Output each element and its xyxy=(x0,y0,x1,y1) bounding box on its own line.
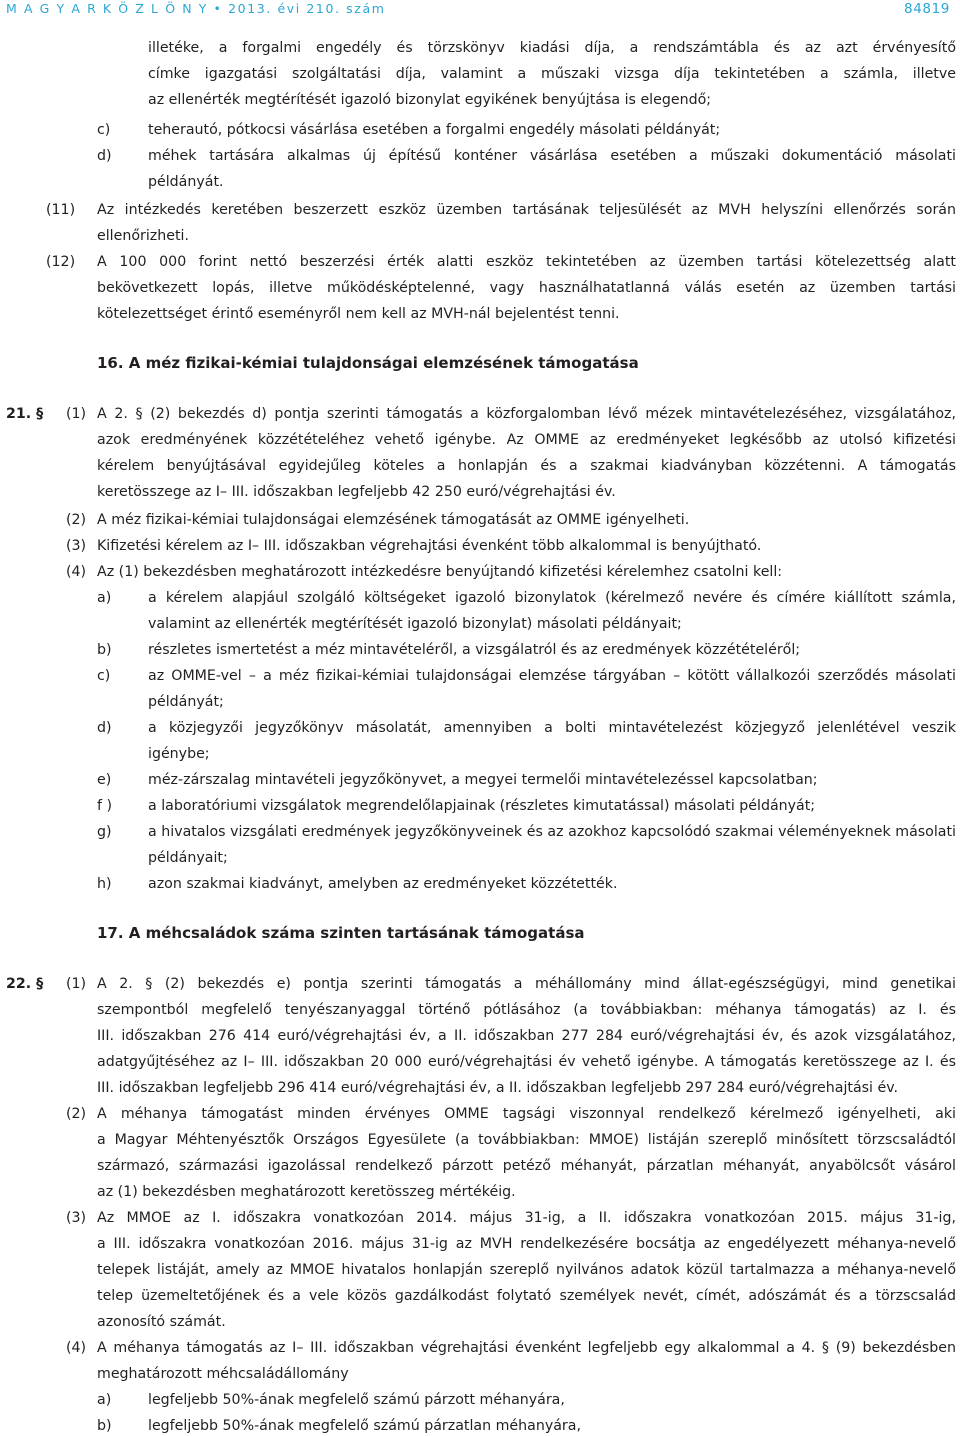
text-line: (3) xyxy=(66,538,87,554)
text-line: (1) xyxy=(66,976,87,992)
text-line: a hivatalos vizsgálati eredmények jegyzőkönyveinek és az azokhoz kapcsolódó szakmai véleményeknek másolati xyxy=(148,824,956,840)
text-line: b) xyxy=(97,642,112,658)
text-line: A méhanya támogatást minden érvényes OMME tagsági viszonnyal rendelkező kérelmező igényelheti, aki xyxy=(97,1106,956,1122)
text-line: Az (1) bekezdésben meghatározott intézkedésre benyújtandó kifizetési kérelemhez csatolni kell: xyxy=(97,564,783,580)
text-line: azok eredményének közzétételéhez vehető igénybe. Az OMME az eredményeket legkésőbb az utolsó kifizetési xyxy=(97,432,956,448)
text-line: Az MMOE az I. időszakra vonatkozóan 2014. május 31-ig, a II. időszakra vonatkozóan 2015. május 31-ig, xyxy=(97,1210,956,1226)
text-line: az ellenérték megtérítését igazoló bizonylat egyikének benyújtása is elegendő; xyxy=(148,92,712,108)
page-number: 84819 xyxy=(904,1,950,17)
text-line: (12) xyxy=(46,254,76,270)
text-line: c) xyxy=(97,668,111,684)
text-line: adatgyűjtéséhez az I– III. időszakban 20 000 euró/végrehajtási év vehető igénybe. A támogatás keretösszege az I. és xyxy=(97,1054,956,1070)
text-line: a kérelem alapjául szolgáló költségeket igazoló bizonylatok (kérelmező nevére és címére kiállított számla, xyxy=(148,590,956,606)
text-line: III. időszakban 276 414 euró/végrehajtási év, a II. időszakban 277 284 euró/végrehajtási év, és azok vizsgálatához, xyxy=(97,1028,956,1044)
text-line: A 100 000 forint nettó beszerzési érték alatti eszköz tekintetében az üzemben tartási kötelezettség alatt xyxy=(97,254,956,270)
paragraph-number: 22. § xyxy=(6,976,44,992)
text-line: c) xyxy=(97,122,111,138)
text-line: (2) xyxy=(66,512,87,528)
text-line: illetéke, a forgalmi engedély és törzskönyv kiadási díja, a rendszámtábla és az azt érvényesítő xyxy=(148,40,956,56)
text-line: A 2. § (2) bekezdés d) pontja szerinti támogatás a közforgalomban lévő mézek mintavételezéséhez, vizsgálatához, xyxy=(97,406,956,422)
text-line: keretösszege az I– III. időszakban legfeljebb 42 250 euró/végrehajtási év. xyxy=(97,484,616,500)
text-line: telep üzemeltetőjének és a vele közös gazdálkodást folytató személyek nevét, címét, adószámát és a törzscsalád xyxy=(97,1288,956,1304)
text-line: bekövetkezett lopás, illetve működésképtelenné, vagy használhatatlanná válás esetén az üzemben tartási xyxy=(97,280,956,296)
text-line: d) xyxy=(97,720,112,736)
text-line: a III. időszakra vonatkozóan 2016. május 31-ig az MVH rendelkezésére bocsátja az engedélyezett méhanya-nevelő xyxy=(97,1236,956,1252)
text-line: telepek listáját, amely az MMOE hivatalos honlapján szereplő nyilvános adatok közül tartalmazza a méhanya-nevelő xyxy=(97,1262,956,1278)
text-line: kötelezettséget érintő eseményről nem kell az MVH-nál bejelentést tenni. xyxy=(97,306,620,322)
text-line: a Magyar Méhtenyésztők Országos Egyesülete (a továbbiakban: MMOE) listáján szereplő minősített törzscsaládtól xyxy=(97,1132,956,1148)
text-line: szempontból megfelelő tenyészanyaggal történő pótlásához (a továbbiakban: méhanya támogatás) az I. és xyxy=(97,1002,956,1018)
text-line: e) xyxy=(97,772,112,788)
text-line: igénybe; xyxy=(148,746,210,762)
text-line: f ) xyxy=(97,798,113,814)
text-line: Az intézkedés keretében beszerzett eszköz üzemben tartásának teljesülését az MVH helyszíni ellenőrzés során xyxy=(97,202,956,218)
text-line: (4) xyxy=(66,1340,87,1356)
text-line: kérelem benyújtásával egyidejűleg köteles a honlapján és a szakmai kiadványban közzétenni. A támogatás xyxy=(97,458,956,474)
text-line: (11) xyxy=(46,202,76,218)
text-line: méz-zárszalag mintavételi jegyzőkönyvet, a megyei termelői mintavételezéssel kapcsolatban; xyxy=(148,772,818,788)
text-line: méhek tartására alkalmas új építésű konténer vásárlása esetében a műszaki dokumentáció másolati xyxy=(148,148,956,164)
text-line: az (1) bekezdésben meghatározott keretösszeg mértékéig. xyxy=(97,1184,516,1200)
text-line: példányát. xyxy=(148,174,224,190)
text-line: legfeljebb 50%-ának megfelelő számú párzatlan méhanyára, xyxy=(148,1418,581,1434)
text-line: d) xyxy=(97,148,112,164)
text-line: származó, származási igazolással rendelkező párzott petéző méhanyát, párzatlan méhanyát, anyabölcsőt vásárol xyxy=(97,1158,956,1174)
text-line: példányát; xyxy=(148,694,224,710)
text-line: azonosító számát. xyxy=(97,1314,226,1330)
text-line: a laboratóriumi vizsgálatok megrendelőlapjainak (részletes kimutatással) másolati példányát; xyxy=(148,798,816,814)
text-line: meghatározott méhcsaládállomány xyxy=(97,1366,349,1382)
journal-title: M A G Y A R K Ö Z L Ö N Y • 2013. évi 210. szám xyxy=(6,1,386,16)
text-line: (3) xyxy=(66,1210,87,1226)
text-line: A méhanya támogatás az I– III. időszakban végrehajtási évenként legfeljebb egy alkalommal a 4. § (9) bekezdésben xyxy=(97,1340,956,1356)
text-line: A méz fizikai-kémiai tulajdonságai elemzésének támogatását az OMME igényelheti. xyxy=(97,512,690,528)
section-heading: 16. A méz fizikai-kémiai tulajdonságai elemzésének támogatása xyxy=(97,354,639,372)
paragraph-number: 21. § xyxy=(6,406,44,422)
text-line: h) xyxy=(97,876,112,892)
text-line: (2) xyxy=(66,1106,87,1122)
text-line: példányait; xyxy=(148,850,228,866)
text-line: teherautó, pótkocsi vásárlása esetében a forgalmi engedély másolati példányát; xyxy=(148,122,721,138)
text-line: ellenőrizheti. xyxy=(97,228,189,244)
section-heading: 17. A méhcsaládok száma szinten tartásának támogatása xyxy=(97,924,585,942)
text-line: III. időszakban legfeljebb 296 414 euró/végrehajtási év, a II. időszakban legfeljebb 297 284 euró/végrehajtási év. xyxy=(97,1080,899,1096)
text-line: (4) xyxy=(66,564,87,580)
text-line: részletes ismertetést a méz mintavételéről, a vizsgálatról és az eredmények közzétételéről; xyxy=(148,642,801,658)
text-line: (1) xyxy=(66,406,87,422)
text-line: Kifizetési kérelem az I– III. időszakban végrehajtási évenként több alkalommal is benyújtható. xyxy=(97,538,762,554)
page-header xyxy=(0,0,960,22)
text-line: az OMME-vel – a méz fizikai-kémiai tulajdonságai elemzése tárgyában – kötött vállalkozói szerződés másolati xyxy=(148,668,956,684)
text-line: azon szakmai kiadványt, amelyben az eredményeket közzétették. xyxy=(148,876,618,892)
text-line: valamint az ellenérték megtérítését igazoló bizonylat) másolati példányait; xyxy=(148,616,682,632)
text-line: A 2. § (2) bekezdés e) pontja szerinti támogatás a méhállomány mind állat-egészségügyi, mind genetikai xyxy=(97,976,956,992)
text-line: a) xyxy=(97,590,112,606)
text-line: a) xyxy=(97,1392,112,1408)
text-line: legfeljebb 50%-ának megfelelő számú párzott méhanyára, xyxy=(148,1392,565,1408)
text-line: a közjegyzői jegyzőkönyv másolatát, amennyiben a bolti mintavételezést közjegyző jelenlétével veszik xyxy=(148,720,956,736)
text-line: címke igazgatási szolgáltatási díja, valamint a műszaki vizsga díja tekintetében a számla, illetve xyxy=(148,66,956,82)
text-line: b) xyxy=(97,1418,112,1434)
text-line: g) xyxy=(97,824,112,840)
